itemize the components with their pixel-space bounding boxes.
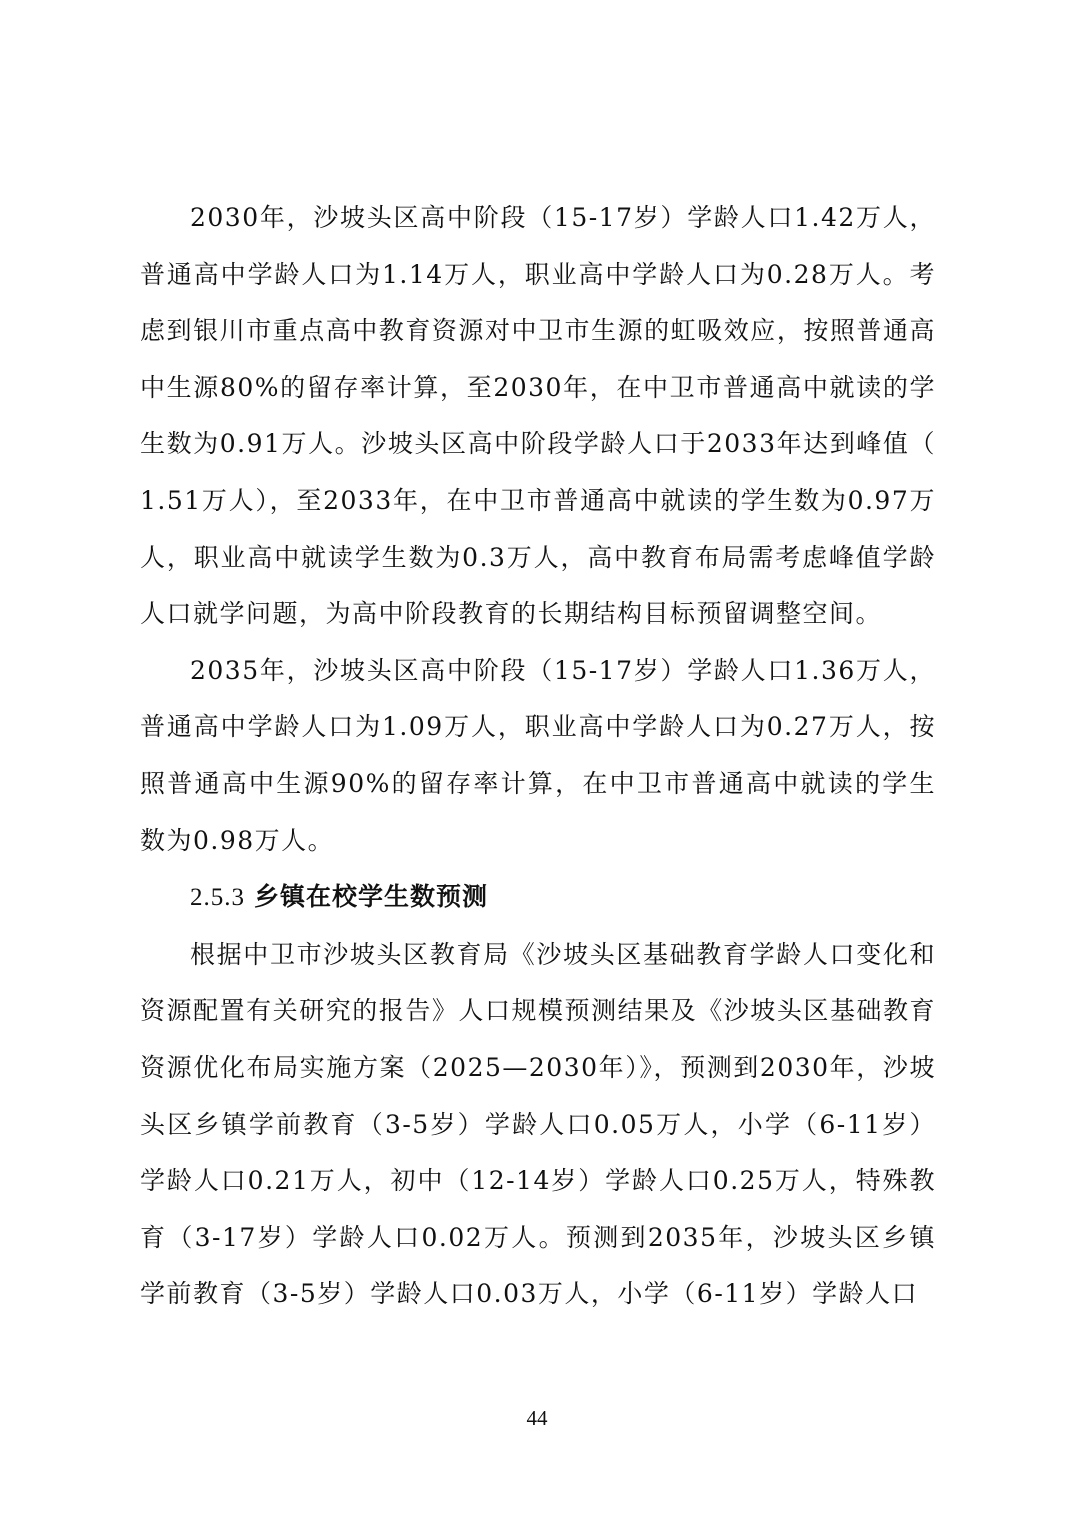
section-heading [140,869,936,927]
page-number: 44 [526,1406,548,1430]
section-title: 乡镇在校学生数预测 [253,882,488,912]
paragraph-2035-high-school: 2035年，沙坡头区高中阶段（15-17岁）学龄人口1.36万人，普通高中学龄人口为1.09万人，职业高中学龄人口为0.27万人，按照普通高中生源90%的留存率计算，在中卫市普通高中就读的学生数为0.98万人。 [140,655,936,855]
paragraph-2030-high-school: 2030年，沙坡头区高中阶段（15-17岁）学龄人口1.42万人，普通高中学龄人口为1.14万人，职业高中学龄人口为0.28万人。考虑到银川市重点高中教育资源对中卫市生源的虹吸效应，按照普通高中生源80%的留存率计算，至2030年，在中卫市普通高中就读的学生数为0.91万人。沙坡头区高中阶段学龄人口于2033年达到峰值（1.51万人），至2033年，在中卫市普通高中就读的学生数为0.97万人，职业高中就读学生数为0.3万人，高中教育布局需考虑峰值学龄人口就学问题，为高中阶段教育的长期结构目标预留调整空间。 [140,203,936,629]
paragraph-township-forecast: 根据中卫市沙坡头区教育局《沙坡头区基础教育学龄人口变化和资源配置有关研究的报告》人口规模预测结果及《沙坡头区基础教育资源优化布局实施方案（2025—2030年）》，预测到2030年，沙坡头区乡镇学前教育（3-5岁）学龄人口0.05万人，小学（6-11岁）学龄人口0.21万人，初中（12-14岁）学龄人口0.25万人，特殊教育（3-17岁）学龄人口0.02万人。预测到2035年，沙坡头区乡镇学前教育（3-5岁）学龄人口0.03万人，小学（6-11岁）学龄人口 [140,939,936,1309]
page-body [140,190,936,1323]
section-number: 2.5.3 [190,884,245,912]
